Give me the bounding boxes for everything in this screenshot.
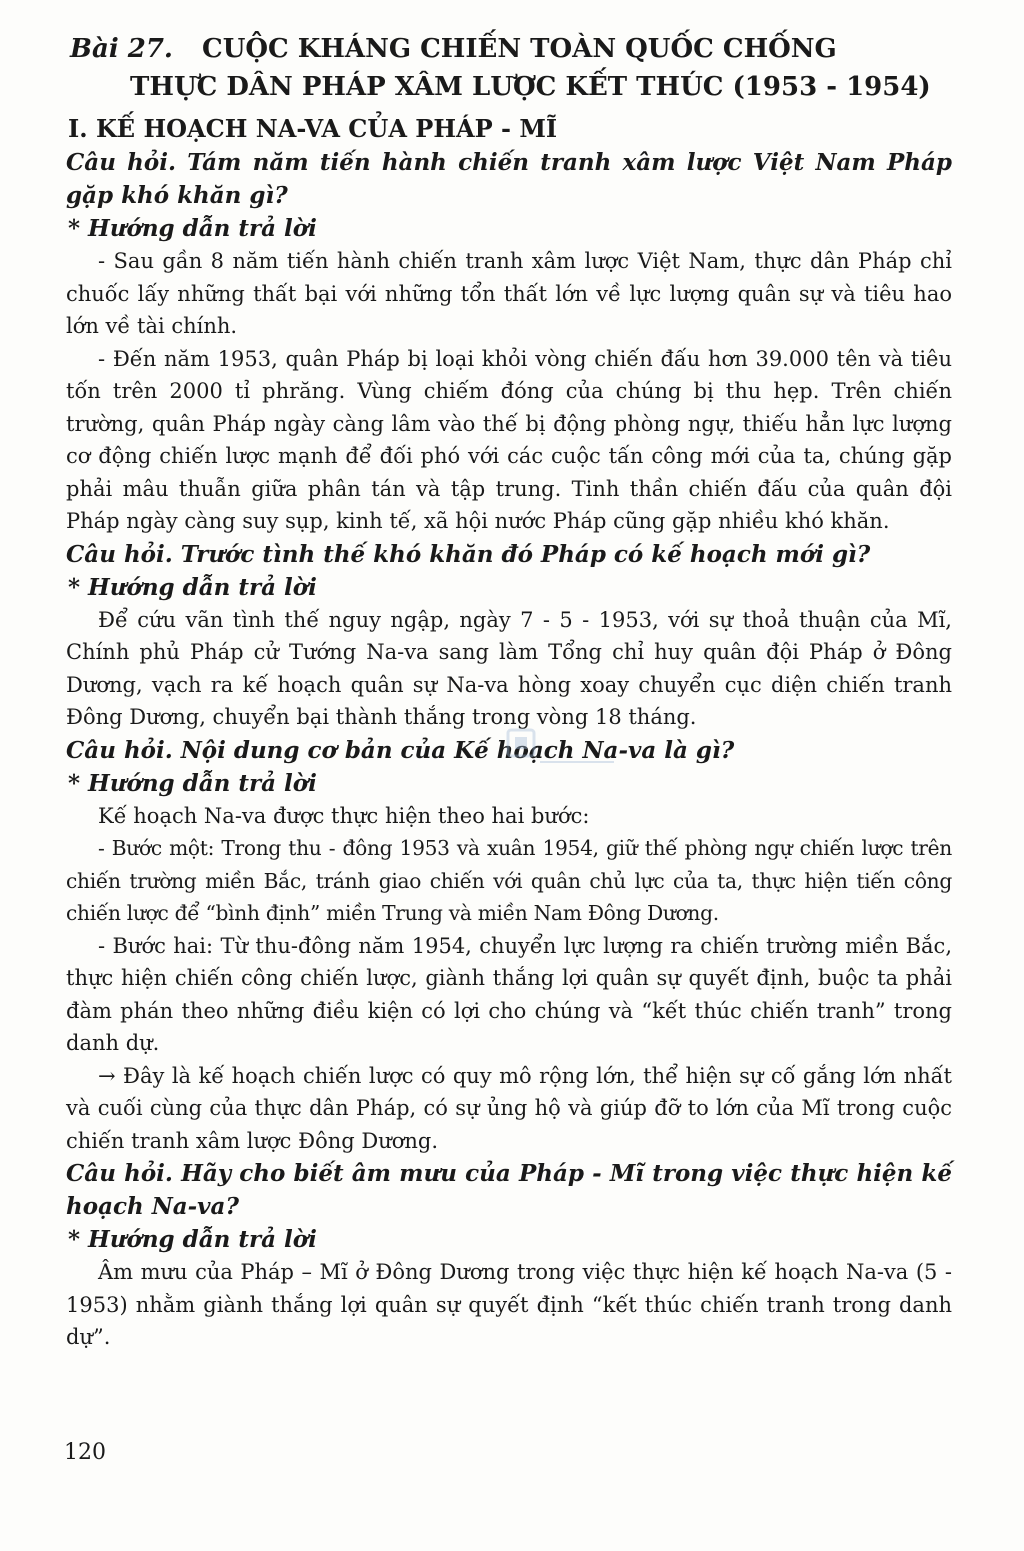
- answer-guide-2: * Hướng dẫn trả lời: [68, 573, 317, 601]
- answer-guide-4: * Hướng dẫn trả lời: [68, 1226, 317, 1253]
- page-number: 120: [64, 1440, 106, 1465]
- lesson-title-line2: THỰC DÂN PHÁP XÂM LƯỢC KẾT THÚC (1953 - 1954): [130, 72, 931, 102]
- question-4: Câu hỏi. Hãy cho biết âm mưu của Pháp - Mĩ trong việc thực hiện kế hoạch Na-va?: [66, 1160, 952, 1220]
- answer-3-paragraph-1: Kế hoạch Na-va được thực hiện theo hai bước:: [98, 803, 590, 828]
- answer-1-paragraph-1: - Sau gần 8 năm tiến hành chiến tranh xâm lược Việt Nam, thực dân Pháp chỉ chuốc lấy những thất bại với những tổn thất lớn về lực lượng quân sự và tiêu hao lớn về tài chính.: [66, 249, 952, 338]
- lesson-heading: [66, 30, 952, 106]
- lesson-number: Bài 27.: [70, 34, 173, 64]
- page-content: [66, 30, 952, 1354]
- question-3: Câu hỏi. Nội dung cơ bản của Kế hoạch Na-va là gì?: [66, 736, 735, 764]
- question-1: Câu hỏi. Tám năm tiến hành chiến tranh xâm lược Việt Nam Pháp gặp khó khăn gì?: [66, 149, 952, 209]
- lesson-title-line1: CUỘC KHÁNG CHIẾN TOÀN QUỐC CHỐNG: [202, 34, 837, 64]
- answer-guide-3: * Hướng dẫn trả lời: [68, 769, 317, 797]
- answer-3-paragraph-2: - Bước một: Trong thu - đông 1953 và xuân 1954, giữ thế phòng ngự chiến lược trên chiến trường miền Bắc, tránh giao chiến với quân chủ lực của ta, thực hiện tiến công chiến lược để “bình định” miền Trung và miền Nam Đông Dương.: [66, 836, 952, 925]
- answer-guide-1: * Hướng dẫn trả lời: [68, 215, 317, 242]
- answer-3-paragraph-4: → Đây là kế hoạch chiến lược có quy mô rộng lớn, thể hiện sự cố gắng lớn nhất và cuối cùng của thực dân Pháp, có sự ủng hộ và giúp đỡ to lớn của Mĩ trong cuộc chiến tranh xâm lược Đông Dương.: [66, 1063, 952, 1153]
- answer-2-paragraph-1: Để cứu vãn tình thế nguy ngập, ngày 7 - 5 - 1953, với sự thoả thuận của Mĩ, Chính phủ Pháp cử Tướng Na-va sang làm Tổng chỉ huy quân đội Pháp ở Đông Dương, vạch ra kế hoạch quân sự Na-va hòng xoay chuyển cục diện chiến tranh Đông Dương, chuyển bại thành thắng trong vòng 18 tháng.: [66, 607, 952, 729]
- answer-4-paragraph-1: Âm mưu của Pháp – Mĩ ở Đông Dương trong việc thực hiện kế hoạch Na-va (5 - 1953) nhằm giành thắng lợi quân sự quyết định “kết thúc chiến tranh trong danh dự”.: [66, 1260, 952, 1349]
- lesson-title: [130, 30, 952, 106]
- answer-1-paragraph-2: - Đến năm 1953, quân Pháp bị loại khỏi vòng chiến đấu hơn 39.000 tên và tiêu tốn trên 2000 tỉ phrăng. Vùng chiếm đóng của chúng bị thu hẹp. Trên chiến trường, quân Pháp ngày càng lâm vào thế bị động phòng ngự, thiếu hẳn lực lượng cơ động chiến lược mạnh để đối phó với các cuộc tấn công mới của ta, chúng gặp phải mâu thuẫn giữa phân tán và tập trung. Tinh thần chiến đấu của quân đội Pháp ngày càng suy sụp, kinh tế, xã hội nước Pháp cũng gặp nhiều khó khăn.: [66, 346, 952, 533]
- answer-3-paragraph-3: - Bước hai: Từ thu-đông năm 1954, chuyển lực lượng ra chiến trường miền Bắc, thực hiện chiến công chiến lược, giành thắng lợi quân sự quyết định, buộc ta phải đàm phán theo những điều kiện có lợi cho chúng và “kết thúc chiến tranh” trong danh dự.: [66, 933, 952, 1055]
- question-2: Câu hỏi. Trước tình thế khó khăn đó Pháp có kế hoạch mới gì?: [66, 540, 871, 568]
- watermark-logo: [506, 728, 618, 784]
- section-title: I. KẾ HOẠCH NA-VA CỦA PHÁP - MĨ: [68, 114, 558, 143]
